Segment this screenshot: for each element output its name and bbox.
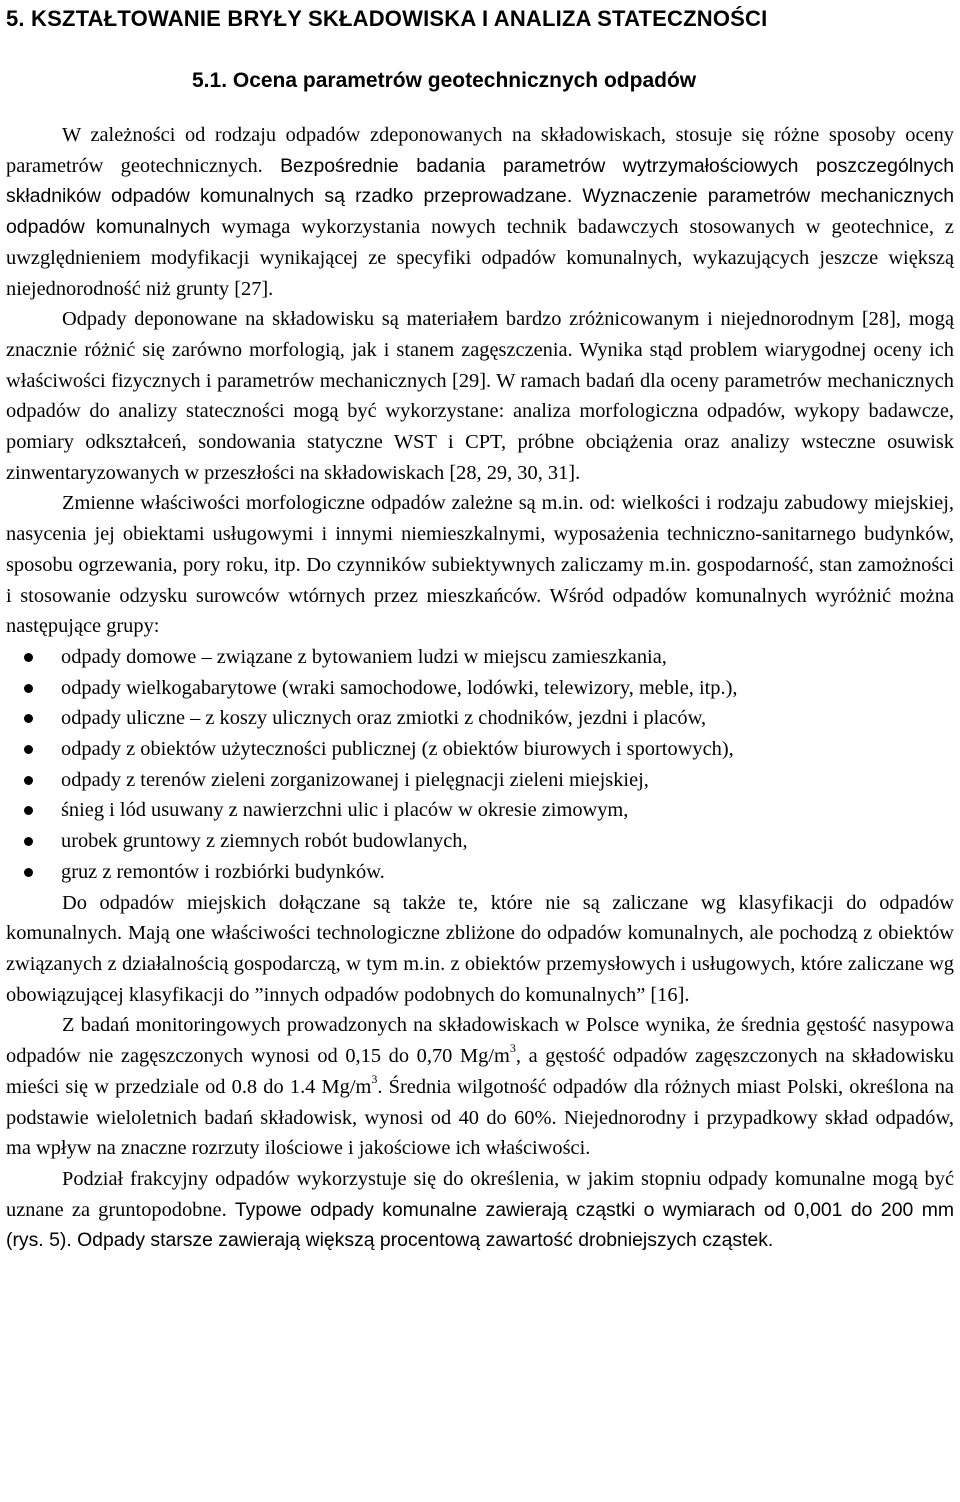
paragraph-fractions-part-1: Podział frakcyjny odpadów wykorzystuje się do określenia, w jakim stopniu odpady komunalne mogą być uznane za gruntopodobne. bbox=[6, 1167, 954, 1221]
bullet-icon bbox=[24, 684, 33, 693]
paragraph-intro-part-4: wykazujących jeszcze większą niejednorodność niż grunty [27]. bbox=[6, 246, 955, 300]
waste-groups-list bbox=[6, 642, 954, 888]
list-item bbox=[6, 642, 954, 673]
superscript: 3 bbox=[371, 1072, 378, 1086]
paragraph-density-part-3: . Średnia wilgotność odpadów dla różnych miast Polski, określona na podstawie wieloletnich badań składowisk, wynosi od 40 do 60%. Niejednorodny i przypadkowy skład odpadów, ma wpływ na znaczne rozrzuty ilościowe i jakościowe ich właściwości. bbox=[6, 1075, 954, 1160]
bullet-icon bbox=[24, 837, 33, 846]
bullet-icon bbox=[24, 653, 33, 662]
list-item-text: śnieg i lód usuwany z nawierzchni ulic i placów w okresie zimowym, bbox=[61, 799, 629, 822]
bullet-icon bbox=[24, 806, 33, 815]
chapter-heading: 5. KSZTAŁTOWANIE BRYŁY SKŁADOWISKA I ANALIZA STATECZNOŚCI bbox=[6, 6, 768, 31]
bullet-icon bbox=[24, 776, 33, 785]
list-item bbox=[6, 765, 954, 796]
list-item bbox=[6, 734, 954, 765]
paragraph-heterogeneity: Odpady deponowane na składowisku są materiałem bardzo zróżnicowanym i niejednorodnym [28], mogą znacznie różnić się zarówno morfologią, jak i stanem zagęszczenia. Wynika stąd problem wiarygodnej oceny ich właściwości fizycznych i parametrów mechanicznych [29]. W ramach badań dla oceny parametrów mechanicznych odpadów do analizy stateczności mogą być wykorzystane: analiza morfologiczna odpadów, wykopy badawcze, pomiary odkształceń, sondowania statyczne WST i CPT, próbne obciążenia oraz analizy wsteczne osuwisk zinwentaryzowanych w przeszłości na składowiskach [28, 29, 30, 31]. bbox=[6, 308, 954, 484]
document-page bbox=[6, 0, 954, 1256]
list-item bbox=[6, 795, 954, 826]
list-item-text: odpady wielkogabarytowe (wraki samochodowe, lodówki, telewizory, meble, itp.), bbox=[61, 676, 738, 699]
paragraph-municipal-classification: Do odpadów miejskich dołączane są także te, które nie są zaliczane wg klasyfikacji do odpadów komunalnych. Mają one właściwości technologiczne zbliżone do odpadów komunalnych, ale pochodzą z obiektów związanych z działalnością gospodarczą, w tym m.in. z obiektów przemysłowych i usługowych, które zaliczane wg obowiązującej klasyfikacji do ”innych odpadów podobnych do komunalnych” [16]. bbox=[6, 891, 954, 1006]
list-item-text: gruz z remontów i rozbiórki budynków. bbox=[61, 860, 385, 883]
list-item-text: urobek gruntowy z ziemnych robót budowlanych, bbox=[61, 830, 468, 853]
paragraph-fractions-part-2: Typowe odpady komunalne zawierają cząstki o wymiarach od 0,001 do 200 mm (rys. 5). Odpady starsze zawierają większą procentową zawartość drobniejszych cząstek. bbox=[6, 1198, 955, 1252]
bullet-icon bbox=[24, 745, 33, 754]
section-heading: 5.1. Ocena parametrów geotechnicznych odpadów bbox=[192, 69, 697, 92]
superscript: 3 bbox=[509, 1041, 516, 1056]
paragraph-intro-part-1: W zależności od rodzaju odpadów zdeponowanych na składowiskach, stosuje się różne sposoby oceny parametrów geotechnicznych. bbox=[6, 124, 954, 177]
paragraph-density-part-1: Z badań monitoringowych prowadzonych na składowiskach w Polsce wynika, że średnia gęstość nasypowa odpadów nie zagęszczonych wynosi od 0,15 do 0,70 Mg/m bbox=[6, 1014, 954, 1068]
paragraph-intro bbox=[6, 120, 954, 304]
document-body bbox=[6, 120, 954, 1256]
paragraph-density-part-2: , a gęstość odpadów zagęszczonych na składowisku mieści się w przedziale od 0.8 do 1.4 Mg/m bbox=[6, 1045, 954, 1098]
list-item-text: odpady z terenów zieleni zorganizowanej i pielęgnacji zieleni miejskiej, bbox=[61, 768, 649, 791]
paragraph-density bbox=[6, 1010, 954, 1164]
list-item-text: odpady z obiektów użyteczności publicznej (z obiektów biurowych i sportowych), bbox=[61, 738, 734, 761]
list-item-text: odpady domowe – związane z bytowaniem ludzi w miejscu zamieszkania, bbox=[61, 645, 667, 668]
paragraph-intro-part-2: Bezpośrednie badania parametrów wytrzymałościowych poszczególnych składników odpadów komunalnych są rzadko przeprowadzane. Wyznaczenie parametrów mechanicznych odpadów komunalnych bbox=[6, 154, 954, 239]
list-item bbox=[6, 703, 954, 734]
list-item bbox=[6, 673, 954, 704]
paragraph-intro-part-3: wymaga wykorzystania nowych technik badawczych stosowanych w geotechnice, z uwzględnieniem modyfikacji wynikającej ze specyfiki odpadów komunalnych, bbox=[6, 216, 954, 269]
paragraph-fractions bbox=[6, 1164, 954, 1256]
list-item-text: odpady uliczne – z koszy ulicznych oraz zmiotki z chodników, jezdni i placów, bbox=[61, 707, 707, 730]
bullet-icon bbox=[24, 868, 33, 877]
list-item bbox=[6, 826, 954, 857]
bullet-icon bbox=[24, 714, 33, 723]
paragraph-morphology: Zmienne właściwości morfologiczne odpadów zależne są m.in. od: wielkości i rodzaju zabudowy miejskiej, nasycenia jej obiektami usługowymi i innymi niemieszkalnymi, wyposażenia techniczno-sanitarnego budynków, sposobu ogrzewania, pory roku, itp. Do czynników subiektywnych zaliczamy m.in. gospodarność, stan zamożności i stosowanie odzysku surowców wtórnych przez mieszkańców. Wśród odpadów komunalnych wyróżnić można następujące grupy: bbox=[6, 492, 954, 638]
list-item bbox=[6, 857, 954, 888]
